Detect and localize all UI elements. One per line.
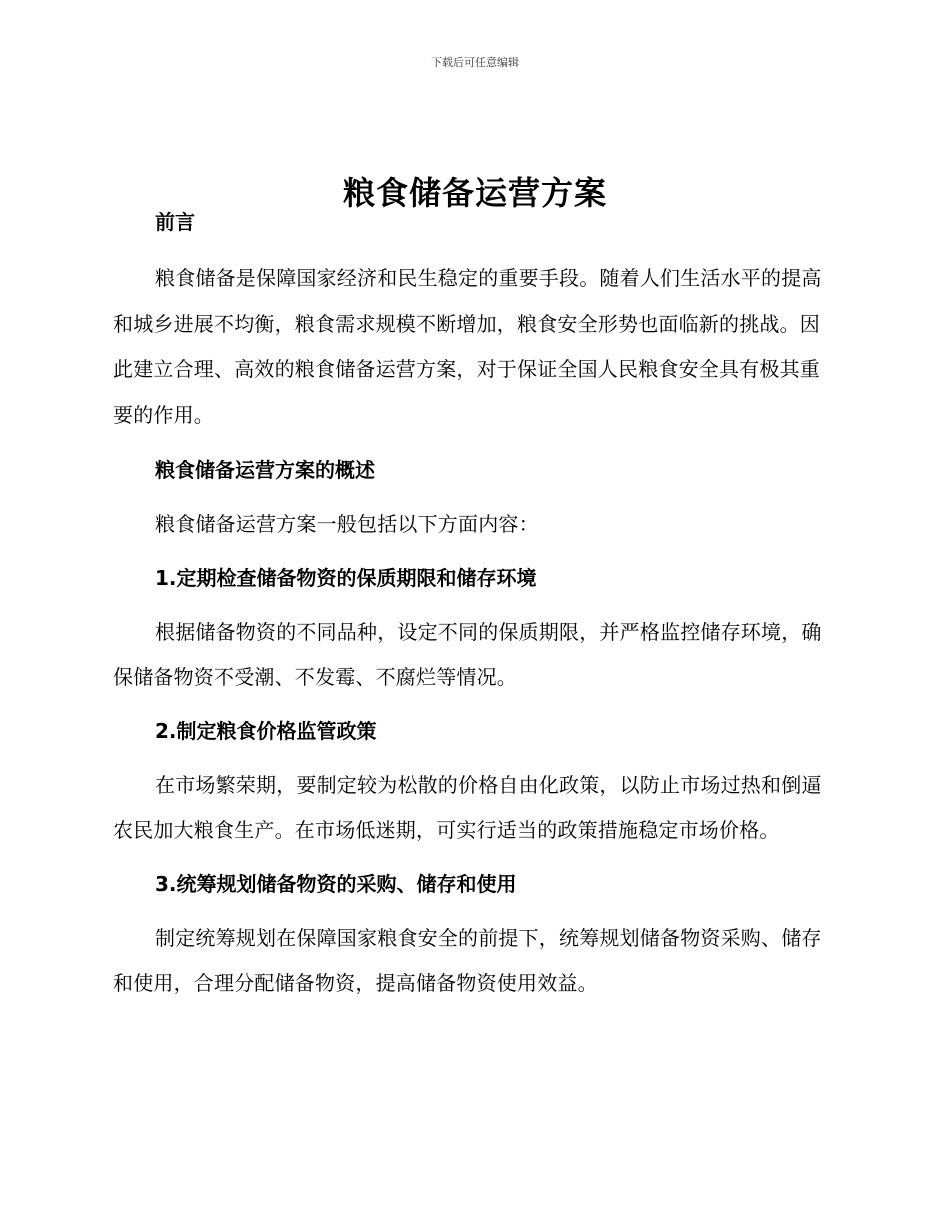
section-heading-preface: 前言 xyxy=(155,210,195,234)
document-title: 粮食储备运营方案 xyxy=(342,174,607,213)
section-paragraph-planning: 制定统筹规划在保障国家粮食安全的前提下，统筹规划储备物资采购、储存和使用，合理分配储备物资，提高储备物资使用效益。 xyxy=(113,925,822,995)
document-body xyxy=(113,204,831,1007)
section-heading-price-policy: 2.制定粮食价格监管政策 xyxy=(155,718,377,743)
section-paragraph-price-policy: 在市场繁荣期，要制定较为松散的价格自由化政策，以防止市场过热和倒逼农民加大粮食生产。在市场低迷期，可实行适当的政策措施稳定市场价格。 xyxy=(113,772,822,842)
section-heading-overview: 粮食储备运营方案的概述 xyxy=(155,458,375,482)
section-paragraph-overview: 粮食储备运营方案一般包括以下方面内容： xyxy=(155,512,539,536)
section-heading-planning: 3.统筹规划储备物资的采购、储存和使用 xyxy=(155,871,517,896)
section-heading-storage-check: 1.定期检查储备物资的保质期限和储存环境 xyxy=(155,565,537,590)
section-paragraph-preface: 粮食储备是保障国家经济和民生稳定的重要手段。随着人们生活水平的提高和城乡进展不均衡，粮食需求规模不断增加，粮食安全形势也面临新的挑战。因此建立合理、高效的粮食储备运营方案，对于保证全国人民粮食安全具有极其重要的作用。 xyxy=(113,266,822,427)
header-note: 下载后可任意编辑 xyxy=(431,56,519,69)
section-paragraph-storage-check: 根据储备物资的不同品种，设定不同的保质期限，并严格监控储存环境，确保储备物资不受潮、不发霉、不腐烂等情况。 xyxy=(113,619,822,689)
